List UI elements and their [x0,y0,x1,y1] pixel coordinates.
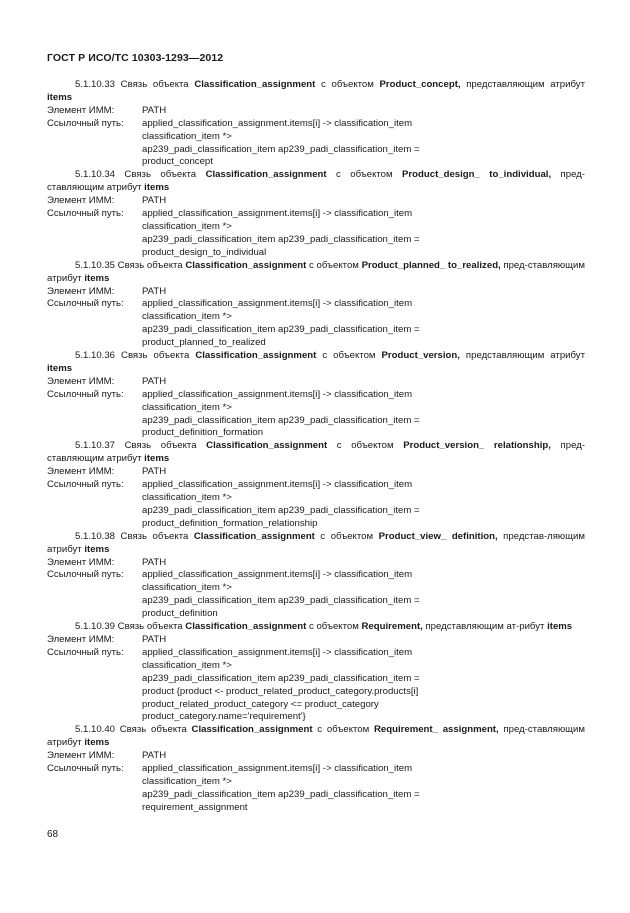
heading-text: представляющим атрибут [459,350,585,362]
element-value: PATH [142,633,167,645]
section-heading [47,724,585,750]
heading-target-object: Product_version_ relationship, [403,440,551,452]
section-heading [47,621,585,634]
heading-attribute: items [547,621,573,633]
reference-path-lines [142,208,585,260]
section-heading [47,79,585,105]
mapping-section [47,79,585,169]
heading-text: с объектом [327,440,404,452]
reference-path-line: ap239_padi_classification_item ap239_padi_classification_item = [142,233,420,245]
reference-path-line: product_design_to_individual [142,246,267,258]
heading-target-object: Requirement_ assignment, [373,724,499,736]
heading-attribute: items [47,91,73,103]
heading-attribute: items [47,362,73,374]
heading-target-object: Product_view_ definition, [378,530,498,542]
heading-text: с объектом [306,259,362,271]
heading-target-object: Requirement, [361,621,423,633]
reference-path-row [47,479,585,531]
reference-path-line: ap239_padi_classification_item ap239_padi_classification_item = [142,788,420,800]
element-label: Элемент ИММ: [47,104,115,116]
reference-path-row [47,647,585,724]
element-value: PATH [142,104,167,116]
element-label: Элемент ИММ: [47,285,115,297]
reference-path-line: classification_item *> [142,220,232,232]
heading-text: 5.1.10.34 Связь объекта [75,169,206,181]
document-body [47,79,585,815]
reference-path-line: applied_classification_assignment.items[i] -> classification_item [142,569,413,581]
element-row [47,557,585,570]
reference-path-label: Ссылочный путь: [47,388,124,400]
heading-text: с объектом [315,79,380,90]
reference-path-line: product_definition [142,608,218,620]
heading-text: 5.1.10.40 Связь объекта [75,724,192,736]
reference-path-label: Ссылочный путь: [47,298,124,310]
section-heading [47,260,585,286]
section-heading [47,531,585,557]
heading-text: пред-ставляющим атрибут [47,169,585,194]
heading-text: 5.1.10.35 Связь объекта [75,259,186,271]
mapping-section [47,621,585,724]
reference-path-line: product_concept [142,156,213,168]
reference-path-line: classification_item *> [142,401,232,413]
reference-path-row [47,389,585,441]
heading-text: 5.1.10.38 Связь объекта [75,530,194,542]
reference-path-lines [142,298,585,350]
mapping-section [47,260,585,350]
reference-path-line: product_definition_formation_relationship [142,517,318,529]
heading-attribute: items [84,543,110,555]
element-label: Элемент ИММ: [47,466,115,478]
reference-path-line: classification_item *> [142,775,232,787]
element-label: Элемент ИММ: [47,375,115,387]
mapping-section [47,350,585,440]
element-label: Элемент ИММ: [47,556,115,568]
reference-path-lines [142,763,585,815]
reference-path-line: ap239_padi_classification_item ap239_padi_classification_item = [142,414,420,426]
reference-path-line: ap239_padi_classification_item ap239_padi_classification_item = [142,324,420,336]
page-header: ГОСТ Р ИСО/ТС 10303-1293—2012 [47,52,224,64]
reference-path-line: product_definition_formation [142,427,264,439]
heading-text: 5.1.10.39 Связь объекта [75,621,186,633]
heading-text: 5.1.10.36 Связь объекта [75,350,196,362]
element-label: Элемент ИММ: [47,750,115,762]
reference-path-line: classification_item *> [142,492,232,503]
reference-path-row [47,208,585,260]
heading-text: представ-ляющим атрибут [47,530,585,555]
heading-entity: Classification_assignment [206,440,328,452]
heading-text: представляющим атрибут [460,79,585,90]
heading-attribute: items [84,272,110,284]
reference-path-line: applied_classification_assignment.items[i] -> classification_item [142,646,413,658]
heading-text: пред-ставляющим атрибут [47,259,585,284]
section-heading [47,350,585,376]
reference-path-line: ap239_padi_classification_item ap239_padi_classification_item = [142,672,420,684]
heading-entity: Classification_assignment [193,530,315,542]
reference-path-label: Ссылочный путь: [47,117,124,129]
reference-path-row [47,763,585,815]
reference-path-row [47,118,585,170]
reference-path-line: applied_classification_assignment.items[i] -> classification_item [142,117,413,129]
reference-path-line: classification_item *> [142,130,232,142]
reference-path-line: applied_classification_assignment.items[i] -> classification_item [142,298,413,310]
heading-entity: Classification_assignment [195,350,317,362]
mapping-section [47,531,585,621]
reference-path-line: ap239_padi_classification_item ap239_padi_classification_item = [142,143,420,155]
reference-path-label: Ссылочный путь: [47,763,124,775]
element-row [47,195,585,208]
element-value: PATH [142,285,167,297]
reference-path-line: product {product <- product_related_product_category.products[i] [142,685,419,697]
heading-text: 5.1.10.33 Связь объекта [75,79,195,90]
element-row [47,286,585,299]
element-row [47,105,585,118]
reference-path-lines [142,389,585,441]
heading-target-object: Product_concept, [379,79,461,90]
reference-path-line: applied_classification_assignment.items[i] -> classification_item [142,479,413,491]
heading-text: с объектом [326,169,403,181]
reference-path-line: classification_item *> [142,311,232,323]
reference-path-lines [142,647,585,724]
heading-entity: Classification_assignment [185,621,307,633]
element-value: PATH [142,195,167,207]
reference-path-line: requirement_assignment [142,801,248,813]
mapping-section [47,724,585,814]
heading-attribute: items [144,453,170,465]
reference-path-line: product_related_product_category <= product_category [142,698,379,710]
element-value: PATH [142,375,167,387]
reference-path-label: Ссылочный путь: [47,569,124,581]
page-number: 68 [47,829,59,840]
reference-path-line: classification_item *> [142,582,232,594]
element-row [47,750,585,763]
element-row [47,466,585,479]
reference-path-label: Ссылочный путь: [47,208,124,220]
reference-path-label: Ссылочный путь: [47,479,124,491]
element-label: Элемент ИММ: [47,633,115,645]
reference-path-line: applied_classification_assignment.items[i] -> classification_item [142,208,413,220]
heading-entity: Classification_assignment [185,259,307,271]
heading-text: с объектом [314,530,379,542]
reference-path-row [47,569,585,621]
reference-path-lines [142,118,585,170]
reference-path-lines [142,569,585,621]
reference-path-line: applied_classification_assignment.items[i] -> classification_item [142,388,413,400]
reference-path-line: ap239_padi_classification_item ap239_padi_classification_item = [142,504,420,516]
heading-target-object: Product_version, [381,350,460,362]
element-value: PATH [142,750,167,762]
heading-text: пред-ставляющим атрибут [47,724,585,749]
heading-attribute: items [144,182,170,194]
reference-path-line: ap239_padi_classification_item ap239_padi_classification_item = [142,595,420,607]
heading-attribute: items [84,737,110,749]
heading-text: с объектом [306,621,362,633]
heading-text: представляющим ат-рибут [422,621,548,633]
heading-entity: Classification_assignment [205,169,327,181]
element-row [47,376,585,389]
element-value: PATH [142,466,167,478]
heading-text: с объектом [312,724,374,736]
reference-path-line: product_planned_to_realized [142,337,266,349]
element-row [47,634,585,647]
heading-target-object: Product_design_ to_individual, [402,169,552,181]
reference-path-row [47,298,585,350]
section-heading [47,169,585,195]
element-label: Элемент ИММ: [47,195,115,207]
section-heading [47,440,585,466]
heading-entity: Classification_assignment [194,79,316,90]
heading-entity: Classification_assignment [191,724,313,736]
reference-path-lines [142,479,585,531]
heading-text: пред-ставляющим атрибут [47,440,585,465]
reference-path-line: classification_item *> [142,659,232,671]
element-value: PATH [142,556,167,568]
heading-target-object: Product_planned_ to_realized, [361,259,501,271]
reference-path-line: applied_classification_assignment.items[i] -> classification_item [142,763,413,775]
reference-path-label: Ссылочный путь: [47,646,124,658]
heading-text: 5.1.10.37 Связь объекта [75,440,207,452]
mapping-section [47,169,585,259]
heading-text: с объектом [316,350,382,362]
mapping-section [47,440,585,530]
reference-path-line: product_category.name='requirement'} [142,711,306,723]
